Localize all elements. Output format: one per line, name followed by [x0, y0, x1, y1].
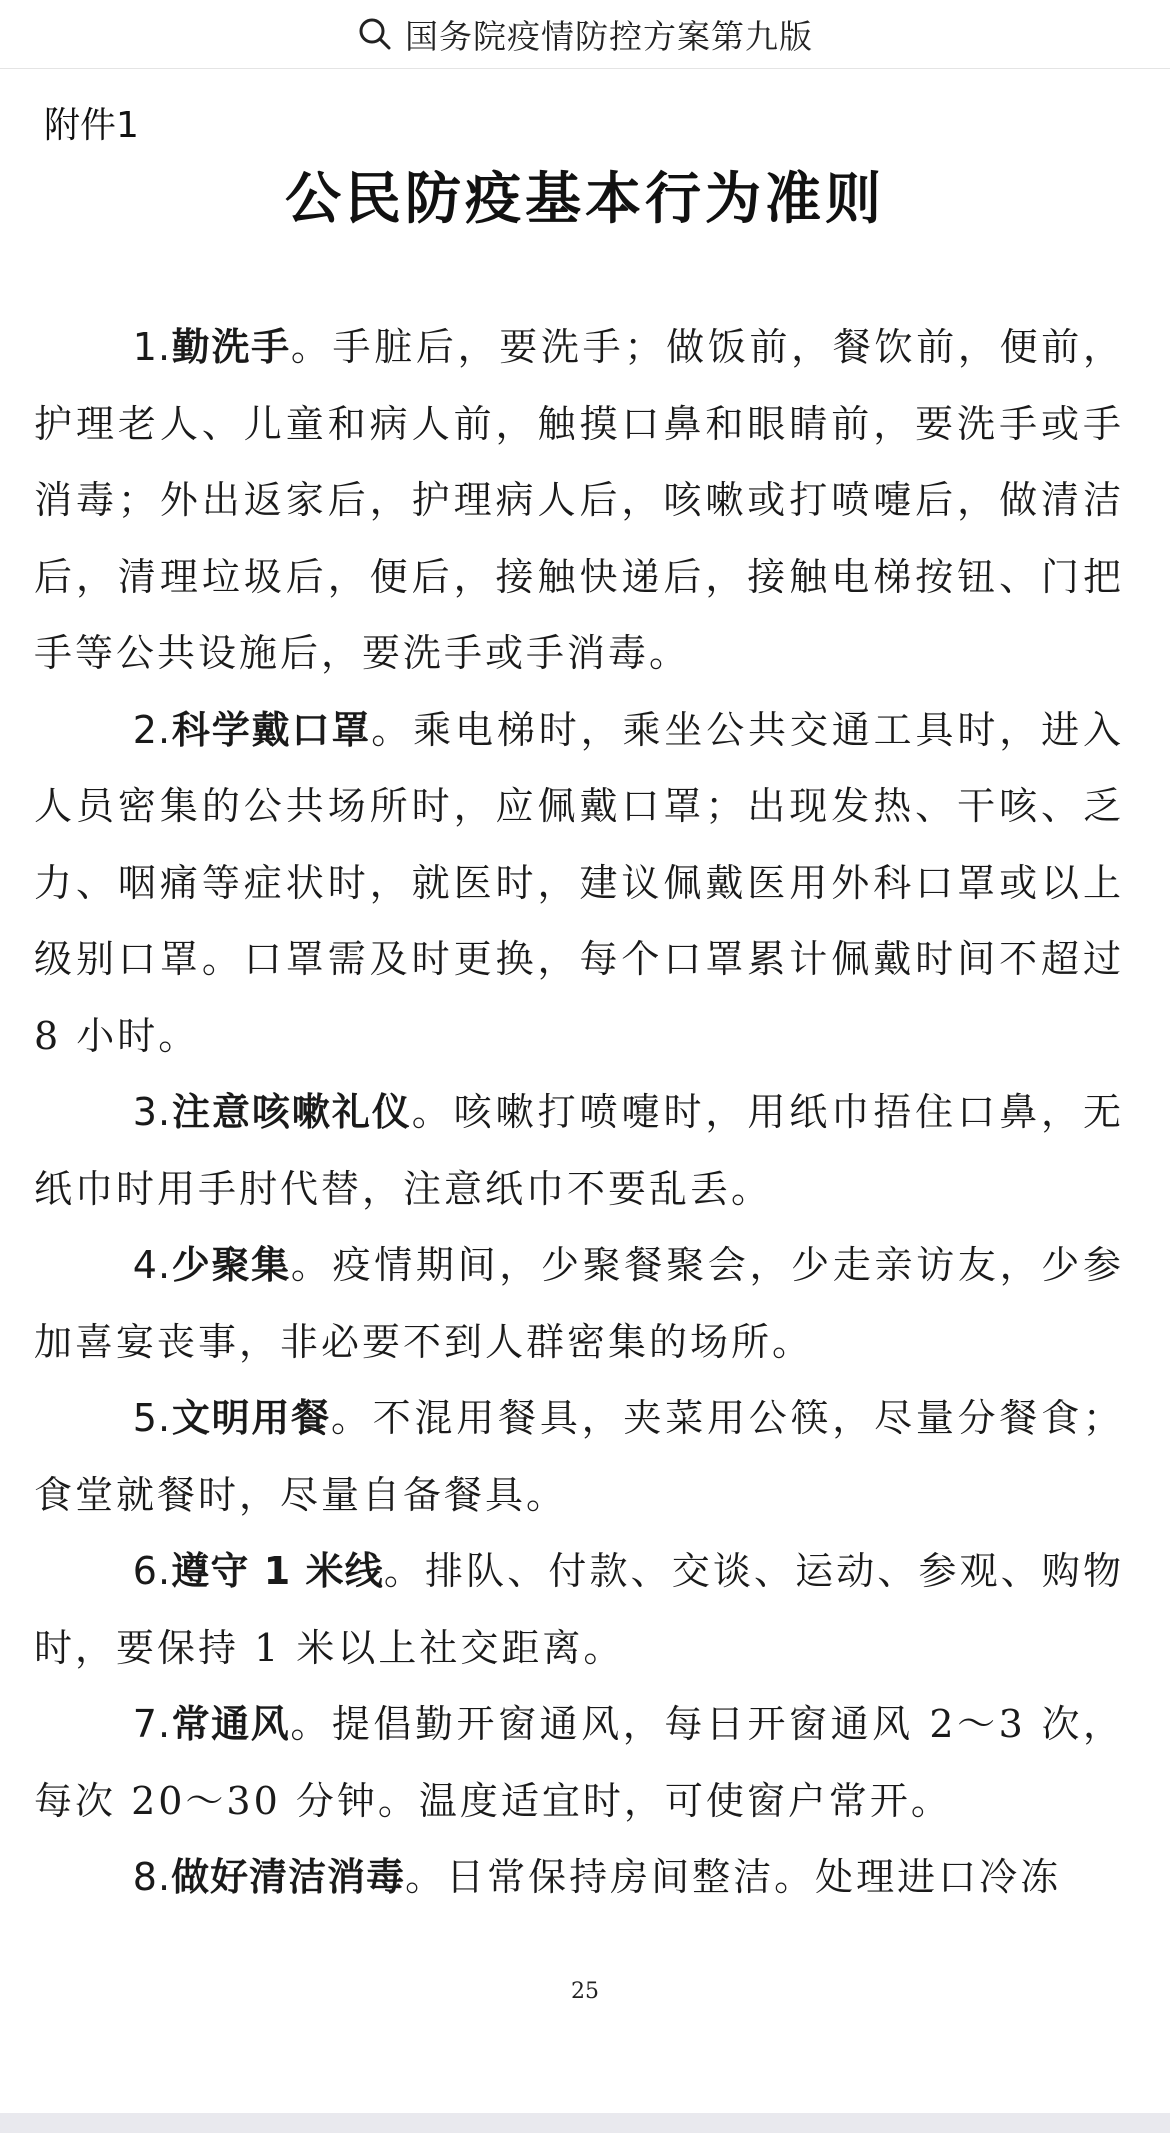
rule-number: 7. [132, 1702, 172, 1746]
rule-heading: 做好清洁消毒 [171, 1855, 406, 1899]
rule-number: 2. [132, 707, 172, 752]
rule-text: 。排队、付款、交谈、运动、参观、购物时，要保持 1 米以上社交距离。 [34, 1549, 1124, 1670]
rule-heading: 常通风 [171, 1702, 291, 1746]
page-number: 25 [571, 1979, 599, 2004]
rule-number: 6. [132, 1549, 172, 1593]
rule-3 [34, 1074, 1124, 1227]
rule-heading: 勤洗手 [171, 325, 291, 369]
search-icon [357, 16, 393, 52]
rule-1 [34, 309, 1124, 692]
rule-number: 3. [132, 1090, 172, 1134]
rule-5 [34, 1380, 1124, 1533]
rule-4 [34, 1227, 1124, 1380]
rule-heading: 科学戴口罩 [171, 707, 372, 752]
rule-heading: 文明用餐 [171, 1396, 331, 1440]
bottom-strip [0, 2113, 1170, 2133]
rule-6 [34, 1533, 1124, 1686]
rule-number: 1. [132, 325, 172, 369]
rule-text: 。手脏后，要洗手；做饭前，餐饮前，便前，护理老人、儿童和病人前，触摸口鼻和眼睛前，要洗手或手消毒；外出返家后，护理病人后，咳嗽或打喷嚏后，做清洁后，清理垃圾后，便后，接触快递后，接触电梯按钮、门把手等公共设施后，要洗手或手消毒。 [34, 325, 1124, 675]
rule-text: 。咳嗽打喷嚏时，用纸巾捂住口鼻，无纸巾时用手肘代替，注意纸巾不要乱丢。 [34, 1090, 1124, 1211]
search-query-text[interactable]: 国务院疫情防控方案第九版 [405, 16, 813, 56]
search-field[interactable] [357, 11, 813, 58]
rule-7 [34, 1686, 1124, 1839]
document-title: 公民防疫基本行为准则 [285, 167, 885, 232]
annex-label: 附件1 [44, 105, 139, 146]
rule-text: 。提倡勤开窗通风，每日开窗通风 2～3 次，每次 20～30 分钟。温度适宜时，可使窗户常开。 [34, 1702, 1124, 1823]
rule-text: 。不混用餐具，夹菜用公筷，尽量分餐食；食堂就餐时，尽量自备餐具。 [34, 1396, 1124, 1517]
rule-heading: 遵守 1 米线 [171, 1549, 384, 1593]
document-page [0, 69, 1170, 2113]
rule-text: 。疫情期间，少聚餐聚会，少走亲访友，少参加喜宴丧事，非必要不到人群密集的场所。 [34, 1243, 1124, 1364]
rule-heading: 注意咳嗽礼仪 [171, 1090, 412, 1134]
rule-number: 8. [132, 1855, 172, 1899]
rule-2 [34, 692, 1124, 1075]
rule-text: 。日常保持房间整洁。处理进口冷冻 [405, 1855, 1062, 1899]
rule-8 [34, 1839, 1124, 1916]
search-bar[interactable] [0, 0, 1170, 69]
rule-number: 4. [132, 1243, 172, 1287]
rule-number: 5. [132, 1396, 172, 1440]
document-body [34, 309, 1124, 1916]
rule-heading: 少聚集 [171, 1243, 291, 1287]
rule-text: 。乘电梯时，乘坐公共交通工具时，进入人员密集的公共场所时，应佩戴口罩；出现发热、干咳、乏力、咽痛等症状时，就医时，建议佩戴医用外科口罩或以上级别口罩。口罩需及时更换，每个口罩累计佩戴时间不超过 8 小时。 [34, 707, 1124, 1058]
